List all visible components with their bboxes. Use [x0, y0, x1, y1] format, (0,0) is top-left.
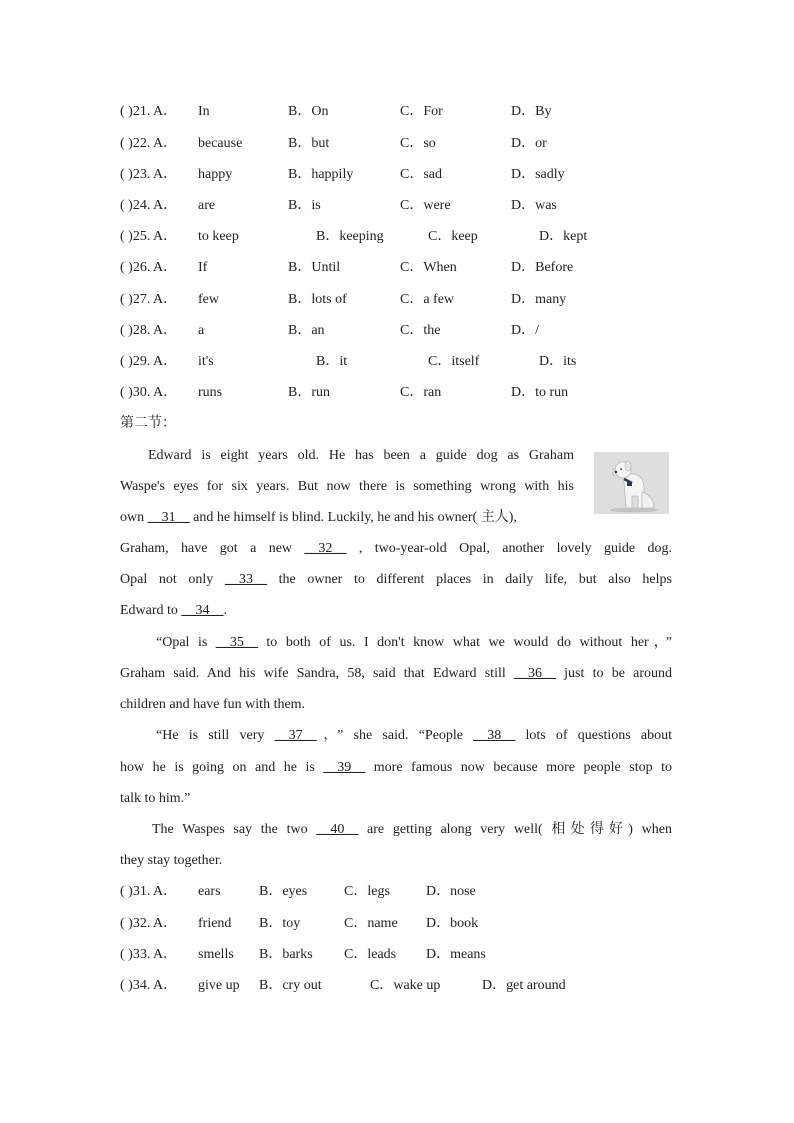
- blank-34: __34__: [181, 603, 224, 618]
- question-number: ( )27. A．: [120, 292, 178, 307]
- section-title: 第二节：: [120, 416, 176, 431]
- option-c: C．so: [400, 136, 436, 151]
- blank-33: __33__: [224, 572, 267, 587]
- option-b: B．eyes: [259, 884, 308, 899]
- passage-text: more famous now because more people stop to: [365, 760, 672, 775]
- option-c: C．ran: [400, 385, 442, 400]
- passage-text: The Waspes say the two: [152, 822, 317, 837]
- passage-line: Edward is eight years old. He has been a guide dog as Graham: [148, 448, 574, 463]
- option-a: friend: [198, 916, 232, 931]
- blank-39: __39__: [323, 760, 366, 775]
- question-number: ( )31. A．: [120, 884, 178, 899]
- blank-31: __31__: [147, 510, 190, 525]
- blank-40: __40__: [316, 822, 359, 837]
- passage-text: Edward to: [120, 603, 182, 618]
- question-number: ( )30. A．: [120, 385, 178, 400]
- option-c: C．a few: [400, 292, 455, 307]
- option-a: a: [198, 323, 205, 338]
- option-c: C．the: [400, 323, 441, 338]
- passage-line: [120, 757, 672, 779]
- passage-text: Graham said. And his wife Sandra, 58, said that Edward still: [120, 666, 514, 681]
- blank-32: __32__: [304, 541, 347, 556]
- passage-text: ，” she said. “People: [316, 728, 474, 743]
- passage-line: they stay together.: [120, 853, 223, 868]
- passage-line: [152, 819, 672, 841]
- passage-line: [120, 538, 672, 560]
- option-d: D．/: [511, 323, 539, 338]
- option-c: C．were: [400, 198, 451, 213]
- question-number: ( )33. A．: [120, 947, 178, 962]
- question-number: ( )29. A．: [120, 354, 178, 369]
- option-a: runs: [198, 385, 223, 400]
- passage-line: [120, 663, 672, 685]
- option-a: In: [198, 104, 210, 119]
- passage-text: .: [223, 603, 227, 618]
- option-b: B．On: [288, 104, 329, 119]
- blank-38: __38__: [473, 728, 516, 743]
- option-b: B．it: [316, 354, 348, 369]
- option-a: smells: [198, 947, 234, 962]
- option-c: C．For: [400, 104, 443, 119]
- option-d: D．or: [511, 136, 547, 151]
- question-number: ( )24. A．: [120, 198, 178, 213]
- dog-icon: [594, 452, 669, 514]
- passage-line: talk to him.”: [120, 791, 191, 806]
- option-c: C．leads: [344, 947, 397, 962]
- passage-text: Opal not only: [120, 572, 225, 587]
- question-number: ( )34. A．: [120, 978, 178, 993]
- passage-text: “He is still very: [156, 728, 275, 743]
- option-b: B．barks: [259, 947, 313, 962]
- option-b: B．toy: [259, 916, 301, 931]
- passage-line: [156, 632, 672, 654]
- option-b: B．Until: [288, 260, 341, 275]
- passage-line: [120, 569, 672, 591]
- passage-text: are getting along very well( 相处得好) when: [358, 822, 672, 837]
- option-d: D．kept: [539, 229, 588, 244]
- option-c: C．itself: [428, 354, 480, 369]
- option-c: C．name: [344, 916, 398, 931]
- question-number: ( )26. A．: [120, 260, 178, 275]
- option-c: C．When: [400, 260, 457, 275]
- option-a: are: [198, 198, 216, 213]
- passage-text: “Opal is: [156, 635, 216, 650]
- passage-line: children and have fun with them.: [120, 697, 306, 712]
- passage-text: Graham, have got a new: [120, 541, 305, 556]
- passage-line: Waspe's eyes for six years. But now there is something wrong with his: [120, 479, 574, 494]
- option-d: D．book: [426, 916, 479, 931]
- option-c: C．sad: [400, 167, 442, 182]
- question-number: ( )25. A．: [120, 229, 178, 244]
- passage-text: own: [120, 510, 148, 525]
- option-a: because: [198, 136, 243, 151]
- option-b: B．an: [288, 323, 325, 338]
- guide-dog-image: [594, 452, 669, 514]
- option-a: give up: [198, 978, 240, 993]
- option-c: C．keep: [428, 229, 478, 244]
- option-d: D．its: [539, 354, 577, 369]
- option-a: If: [198, 260, 208, 275]
- option-b: B．cry out: [259, 978, 322, 993]
- option-b: B．happily: [288, 167, 354, 182]
- option-c: C．wake up: [370, 978, 441, 993]
- option-d: D．By: [511, 104, 552, 119]
- option-d: D．Before: [511, 260, 574, 275]
- option-c: C．legs: [344, 884, 390, 899]
- question-number: ( )22. A．: [120, 136, 178, 151]
- blank-35: __35__: [215, 635, 258, 650]
- passage-line: [120, 507, 517, 529]
- option-a: happy: [198, 167, 233, 182]
- option-d: D．nose: [426, 884, 476, 899]
- option-b: B．but: [288, 136, 330, 151]
- option-b: B．is: [288, 198, 321, 213]
- passage-text: the owner to different places in daily life, but also helps: [266, 572, 672, 587]
- passage-text: lots of questions about: [515, 728, 673, 743]
- option-d: D．means: [426, 947, 486, 962]
- option-a: few: [198, 292, 219, 307]
- option-d: D．many: [511, 292, 567, 307]
- passage-text: , two-year-old Opal, another lovely guide dog.: [346, 541, 672, 556]
- passage-line: [120, 600, 227, 622]
- option-d: D．to run: [511, 385, 569, 400]
- option-b: B．run: [288, 385, 330, 400]
- option-b: B．lots of: [288, 292, 347, 307]
- passage-text: to both of us. I don't know what we would do without her，”: [257, 635, 673, 650]
- option-a: it's: [198, 354, 214, 369]
- option-d: D．was: [511, 198, 557, 213]
- option-d: D．get around: [482, 978, 566, 993]
- question-number: ( )23. A．: [120, 167, 178, 182]
- option-a: ears: [198, 884, 221, 899]
- question-number: ( )28. A．: [120, 323, 178, 338]
- passage-line: [156, 725, 672, 747]
- passage-text: how he is going on and he is: [120, 760, 324, 775]
- question-number: ( )32. A．: [120, 916, 178, 931]
- question-number: ( )21. A．: [120, 104, 178, 119]
- passage-text: and he himself is blind. Luckily, he and his owner( 主人),: [189, 510, 517, 525]
- option-b: B．keeping: [316, 229, 384, 244]
- blank-37: __37__: [274, 728, 317, 743]
- passage-text: just to be around: [555, 666, 672, 681]
- option-a: to keep: [198, 229, 239, 244]
- blank-36: __36__: [513, 666, 556, 681]
- option-d: D．sadly: [511, 167, 565, 182]
